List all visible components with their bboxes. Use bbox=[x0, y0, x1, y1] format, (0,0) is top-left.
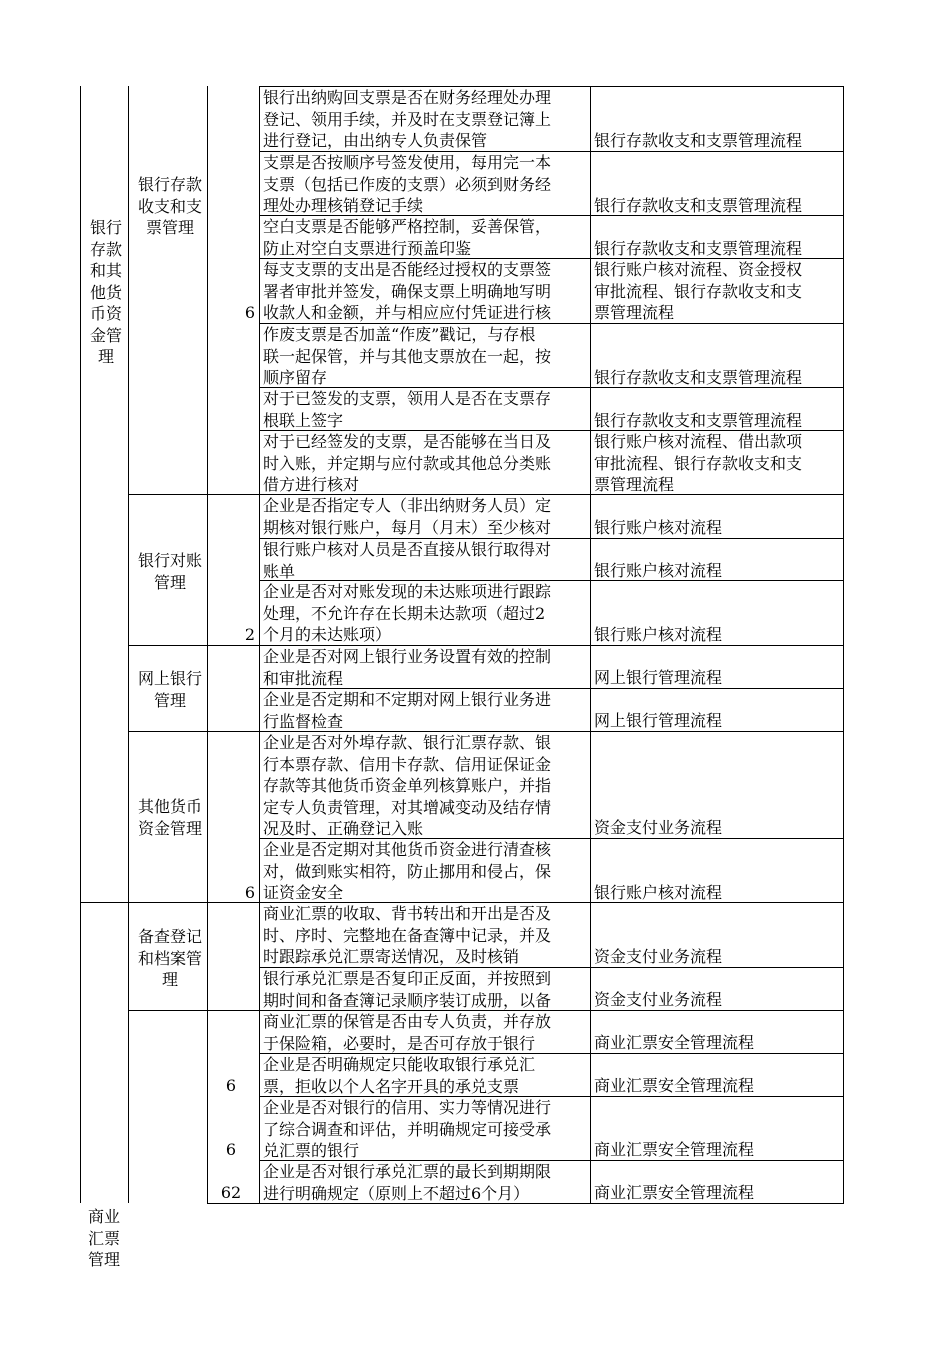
col-line bbox=[128, 86, 129, 1203]
related-process: 商业汇票安全管理流程 bbox=[594, 1076, 755, 1095]
check-question: 企业是否对外埠存款、银行汇票存款、银 行本票存款、信用卡存款、信用证保证金 存款等其他货币资金单列核算账户，并指 定专人负责管理，对其增减变动及结存情 况及时、正确登记入账 bbox=[263, 733, 552, 838]
check-question: 商业汇票的收取、背书转出和开出是否及 时、序时、完整地在备查簿中记录，并及 时跟踪承兑汇票寄送情况，及时核销 bbox=[263, 904, 552, 966]
related-process: 银行存款收支和支票管理流程 bbox=[594, 411, 803, 430]
related-process: 资金支付业务流程 bbox=[594, 947, 723, 966]
check-question: 银行承兑汇票是否复印正反面，并按照到 期时间和备查簿记录顺序装订成册，以备 bbox=[263, 969, 552, 1010]
subcategory-other-funds: 其他货币 资金管理 bbox=[137, 797, 202, 838]
related-process: 银行存款收支和支票管理流程 bbox=[594, 131, 803, 150]
check-question: 空白支票是否能够严格控制，妥善保管， 防止对空白支票进行预盖印鉴 bbox=[263, 217, 552, 258]
related-process: 银行账户核对流程、资金授权 审批流程、银行存款收支和支 票管理流程 bbox=[594, 260, 803, 322]
related-process: 银行存款收支和支票管理流程 bbox=[594, 196, 803, 215]
check-question: 商业汇票的保管是否由专人负责，并存放 于保险箱，必要时，是否可存放于银行 bbox=[263, 1012, 552, 1053]
check-question: 企业是否对网上银行业务设置有效的控制 和审批流程 bbox=[263, 647, 552, 688]
category-commercial-bill: 商业 汇票 管理 bbox=[87, 1207, 120, 1269]
item-number: 6 bbox=[225, 1076, 237, 1095]
check-question: 支票是否按顺序号签发使用，每用完一本 支票（包括已作废的支票）必须到财务经 理处办理核销登记手续 bbox=[263, 153, 552, 215]
subcategory-register-archive: 备查登记 和档案管 理 bbox=[137, 927, 202, 989]
check-question: 企业是否对对账发现的未达账项进行跟踪 处理，不允许存在长期未达款项（超过2 个月的未达账项） bbox=[263, 582, 552, 644]
check-question: 对于已经签发的支票，是否能够在当日及 时入账，并定期与应付款或其他总分类账 借方进行核对 bbox=[263, 432, 552, 494]
item-number: 6 bbox=[244, 883, 255, 902]
col-line bbox=[80, 86, 81, 1203]
related-process: 银行存款收支和支票管理流程 bbox=[594, 368, 803, 387]
related-process: 资金支付业务流程 bbox=[594, 990, 723, 1009]
check-question: 企业是否定期和不定期对网上银行业务进 行监督检查 bbox=[263, 690, 552, 731]
check-question: 银行出纳购回支票是否在财务经理处办理 登记、领用手续，并及时在支票登记簿上 进行登记，由出纳专人负责保管 bbox=[263, 88, 552, 150]
check-question: 企业是否定期对其他货币资金进行清查核 对，做到账实相符，防止挪用和侵占，保 证资金安全 bbox=[263, 840, 552, 902]
subcategory-deposit-cheque: 银行存款 收支和支 票管理 bbox=[137, 175, 202, 237]
item-number: 62 bbox=[220, 1183, 242, 1202]
check-question: 作废支票是否加盖“作废”戳记，与存根 联一起保管，并与其他支票放在一起，按 顺序留存 bbox=[263, 325, 552, 387]
related-process: 商业汇票安全管理流程 bbox=[594, 1140, 755, 1159]
related-process: 网上银行管理流程 bbox=[594, 668, 723, 687]
check-question: 企业是否对银行承兑汇票的最长到期期限 进行明确规定（原则上不超过6个月） bbox=[263, 1162, 552, 1203]
col-line bbox=[259, 86, 260, 1204]
related-process: 银行账户核对流程、借出款项 审批流程、银行存款收支和支 票管理流程 bbox=[594, 432, 803, 494]
related-process: 商业汇票安全管理流程 bbox=[594, 1183, 755, 1202]
col-line bbox=[843, 86, 844, 1204]
related-process: 银行账户核对流程 bbox=[594, 625, 723, 644]
subcategory-reconciliation: 银行对账 管理 bbox=[137, 551, 202, 592]
related-process: 资金支付业务流程 bbox=[594, 818, 723, 837]
subcategory-online-banking: 网上银行 管理 bbox=[137, 669, 202, 710]
check-question: 企业是否指定专人（非出纳财务人员）定 期核对银行账户，每月（月末）至少核对 bbox=[263, 496, 552, 537]
col-line bbox=[590, 86, 591, 1204]
item-number: 6 bbox=[244, 303, 255, 322]
item-number: 2 bbox=[244, 625, 255, 644]
check-question: 每支支票的支出是否能经过授权的支票签 署者审批并签发，确保支票上明确地写明 收款人和金额，并与相应应付凭证进行核 bbox=[263, 260, 552, 322]
related-process: 银行账户核对流程 bbox=[594, 518, 723, 537]
check-question: 银行账户核对人员是否直接从银行取得对 账单 bbox=[263, 540, 552, 581]
item-number: 6 bbox=[225, 1140, 237, 1159]
related-process: 网上银行管理流程 bbox=[594, 711, 723, 730]
related-process: 银行账户核对流程 bbox=[594, 883, 723, 902]
related-process: 银行账户核对流程 bbox=[594, 561, 723, 580]
check-question: 企业是否对银行的信用、实力等情况进行 了综合调查和评估，并明确规定可接受承 兑汇票的银行 bbox=[263, 1098, 552, 1160]
category-bank-deposit: 银行 存款 和其 他货 币资 金管 理 bbox=[89, 218, 122, 366]
check-question: 对于已签发的支票，领用人是否在支票存 根联上签字 bbox=[263, 389, 552, 430]
check-question: 企业是否明确规定只能收取银行承兑汇 票，拒收以个人名字开具的承兑支票 bbox=[263, 1055, 536, 1096]
related-process: 商业汇票安全管理流程 bbox=[594, 1033, 755, 1052]
related-process: 银行存款收支和支票管理流程 bbox=[594, 239, 803, 258]
